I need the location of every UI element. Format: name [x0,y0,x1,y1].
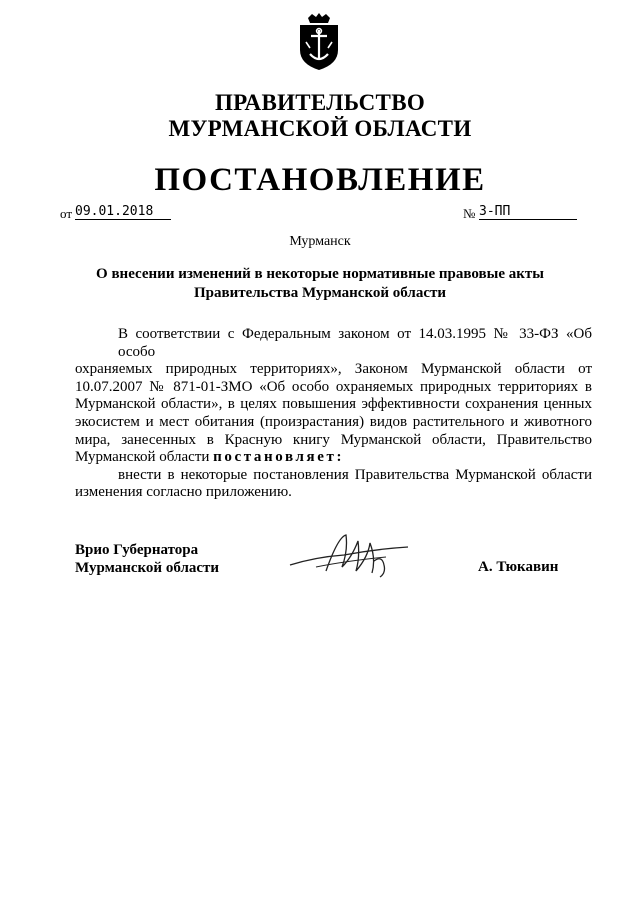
body-paragraph [75,326,592,502]
signatory-title-line1: Врио Губернатора [75,542,199,558]
coat-of-arms-icon [296,12,342,72]
body-text: Мурманской области [75,449,210,466]
document-date: 09.01.2018 [75,204,171,220]
signatory-name: А. Тюкавин [478,559,559,575]
organization-name-line1: ПРАВИТЕЛЬСТВО [214,90,426,115]
organization-name-line2: МУРМАНСКОЙ ОБЛАСТИ [168,116,472,141]
signatory-title-line2: Мурманской области [75,560,220,576]
handwritten-signature [286,527,416,579]
number-label: № [463,206,476,221]
subject-line2: Правительства Мурманской области [193,285,447,301]
body-line: мира, занесенных в Красную книгу Мурманской области, Правительство [75,431,592,448]
city-name: Мурманск [289,234,351,249]
document-type-title: ПОСТАНОВЛЕНИЕ [154,162,486,198]
body-line: изменения согласно приложению. [75,484,292,501]
body-line: 10.07.2007 № 871-01-ЗМО «Об особо охраняемых природных территориях в [75,378,592,395]
subject-line1: О внесении изменений в некоторые нормативные правовые акты [96,266,544,282]
body-line: экосистем и мест обитания (произрастания) видов растительного и животного [75,413,592,430]
body-line: охраняемых природных территориях», Законом Мурманской области от [75,361,592,378]
body-line: Мурманской области», в целях повышения эффективности сохранения ценных [75,396,592,413]
body-line [75,449,592,467]
date-label: от [60,206,73,221]
resolution-keyword: постановляет: [213,449,345,466]
body-line: внести в некоторые постановления Правительства Мурманской области [118,466,592,483]
body-line: В соответствии с Федеральным законом от 14.03.1995 № 33-ФЗ «Об особо [118,326,592,360]
document-number: 3-ПП [479,204,577,220]
